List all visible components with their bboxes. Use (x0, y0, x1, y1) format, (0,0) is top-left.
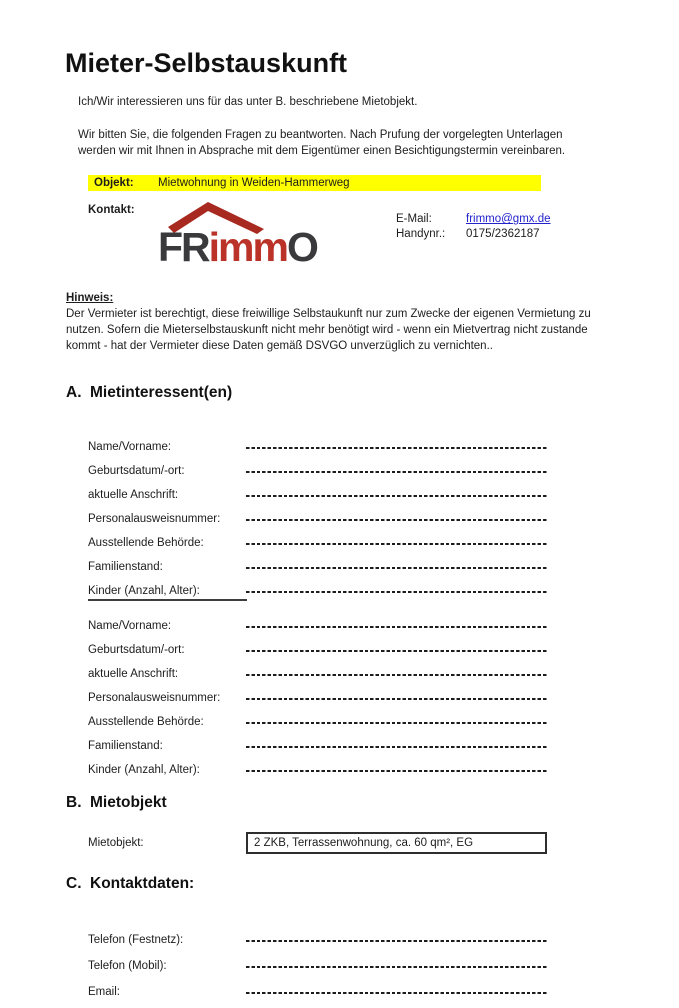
field-label: Personalausweisnummer: (88, 691, 221, 704)
blank-field-line (246, 650, 548, 652)
applicant-2-fields (88, 608, 548, 776)
contact-info (396, 200, 551, 268)
section-c-title: Kontaktdaten: (90, 874, 195, 892)
mietobjekt-value-box: 2 ZKB, Terrassenwohnung, ca. 60 qm², EG (246, 832, 547, 854)
field-row-address-2 (88, 656, 548, 680)
field-label: Familienstand: (88, 560, 163, 573)
logo-part-fr: FR (158, 224, 209, 271)
kontakt-section (88, 200, 679, 271)
field-label: Geburtsdatum/-ort: (88, 643, 185, 656)
field-label: aktuelle Anschrift: (88, 667, 179, 680)
field-row-email (88, 972, 548, 998)
blank-field-line (246, 543, 548, 545)
logo-part-o: O (286, 224, 317, 271)
field-label: Name/Vorname: (88, 619, 172, 632)
section-b-letter: B. (66, 793, 82, 811)
field-row-id-1 (88, 501, 548, 525)
blank-field-line (246, 674, 548, 676)
section-a-title: Mietinteressent(en) (90, 383, 233, 401)
contact-phone-row (396, 228, 551, 240)
field-row-phone-mobile (88, 946, 548, 972)
field-label: aktuelle Anschrift: (88, 488, 179, 501)
page-title: Mieter-Selbstauskunft (65, 48, 348, 78)
field-label: Personalausweisnummer: (88, 512, 221, 525)
kontakt-label: Kontakt: (88, 204, 135, 217)
field-label: Name/Vorname: (88, 440, 172, 453)
blank-field-line (246, 626, 548, 628)
contact-fields (88, 920, 548, 998)
field-label: Email: (88, 985, 120, 998)
field-label: Familienstand: (88, 739, 163, 752)
applicant-1-fields (88, 429, 548, 597)
blank-field-line (246, 495, 548, 497)
applicant-block-separator (88, 599, 247, 601)
field-row-birth-1 (88, 453, 548, 477)
blank-field-line (246, 519, 548, 521)
field-row-children-1 (88, 573, 548, 597)
logo-wordmark (158, 224, 396, 271)
document-page (0, 48, 679, 1008)
frimmo-logo (158, 200, 396, 271)
field-row-name-2 (88, 608, 548, 632)
field-label: Telefon (Festnetz): (88, 933, 184, 946)
intro-paragraph-2: Wir bitten Sie, die folgenden Fragen zu beantworten. Nach Prufung der vorgelegten Unterlagen werden wir mit Ihnen in Absprache mit dem Eigentümer einen Besichtigungstermin vereinbaren. (78, 129, 566, 158)
section-b-heading (66, 794, 679, 812)
blank-field-line (246, 992, 548, 994)
objekt-label: Objekt: (94, 177, 134, 190)
blank-field-line (246, 567, 548, 569)
field-row-marital-2 (88, 728, 548, 752)
hinweis-text: Der Vermieter ist berechtigt, diese freiwillige Selbstaukunft nur zum Zwecke der eigenen Vermietung zu nutzen. Sofern die Mieterselbstauskunft nicht mehr benötigt wird - wenn ein Mietvertrag nicht zustande kommt - hat der Vermieter diese Daten gemäß DSVGO unverzüglich zu vernichten.. (66, 308, 591, 353)
field-label: Telefon (Mobil): (88, 959, 167, 972)
section-a-letter: A. (66, 383, 82, 401)
objekt-value: Mietwohnung in Weiden-Hammerweg (158, 177, 350, 190)
blank-field-line (246, 722, 548, 724)
phone-label: Handynr.: (396, 228, 446, 241)
objekt-highlight-bar (88, 175, 541, 191)
field-label: Ausstellende Behörde: (88, 715, 204, 728)
contact-email-row (396, 213, 551, 225)
field-label: Kinder (Anzahl, Alter): (88, 763, 200, 776)
section-c-heading (66, 875, 679, 893)
blank-field-line (246, 966, 548, 968)
blank-field-line (246, 471, 548, 473)
section-c-letter: C. (66, 874, 82, 892)
field-row-marital-1 (88, 549, 548, 573)
phone-value: 0175/2362187 (466, 228, 540, 241)
mietobjekt-row (88, 832, 679, 854)
field-row-id-2 (88, 680, 548, 704)
section-b-title: Mietobjekt (90, 793, 167, 811)
field-label: Ausstellende Behörde: (88, 536, 204, 549)
intro-paragraph-1: Ich/Wir interessieren uns für das unter B. beschriebene Mietobjekt. (78, 96, 418, 108)
blank-field-line (246, 591, 548, 593)
blank-field-line (246, 770, 548, 772)
mietobjekt-label: Mietobjekt: (88, 836, 144, 849)
logo-part-imm: imm (208, 224, 287, 271)
email-link[interactable]: frimmo@gmx.de (466, 213, 551, 226)
email-label: E-Mail: (396, 213, 432, 226)
section-a-heading (66, 384, 679, 402)
field-row-birth-2 (88, 632, 548, 656)
blank-field-line (246, 940, 548, 942)
field-row-children-2 (88, 752, 548, 776)
field-row-authority-1 (88, 525, 548, 549)
field-label: Kinder (Anzahl, Alter): (88, 584, 200, 597)
field-row-name-1 (88, 429, 548, 453)
blank-field-line (246, 746, 548, 748)
hinweis-label: Hinweis: (66, 292, 114, 305)
blank-field-line (246, 447, 548, 449)
blank-field-line (246, 698, 548, 700)
hinweis-block (66, 290, 606, 354)
field-label: Geburtsdatum/-ort: (88, 464, 185, 477)
field-row-phone-landline (88, 920, 548, 946)
field-row-address-1 (88, 477, 548, 501)
field-row-authority-2 (88, 704, 548, 728)
